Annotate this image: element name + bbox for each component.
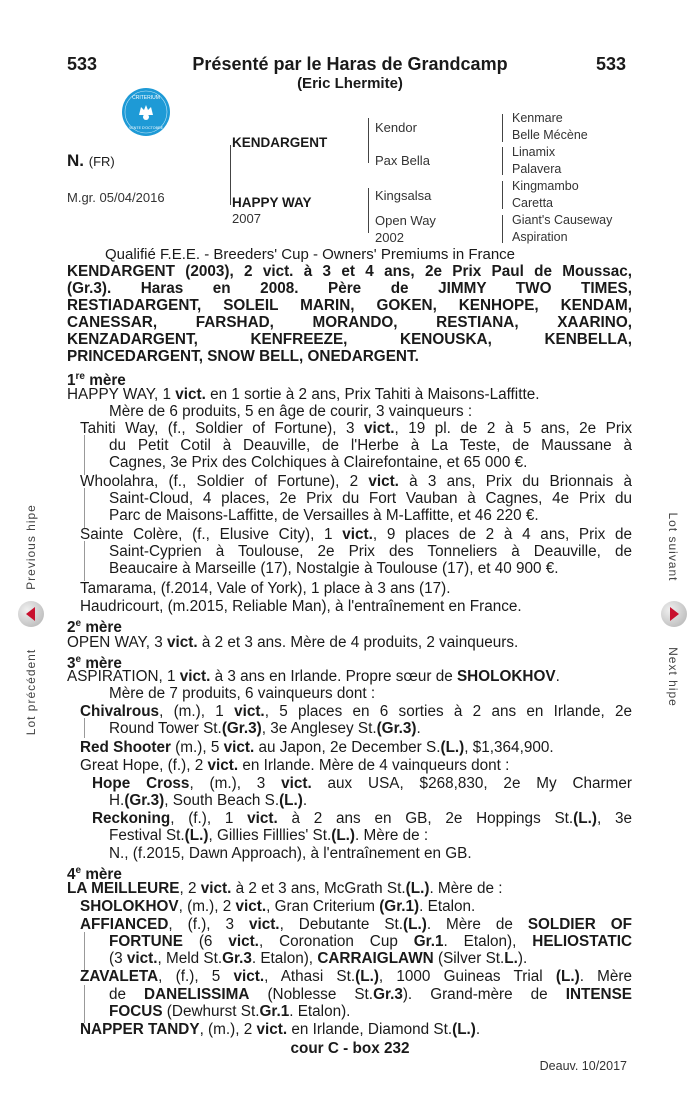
dam4-line-1: LA MEILLEURE, 2 vict. à 2 et 3 ans, McGrath St.(L.). Mère de : [67, 880, 503, 897]
arrow-left-icon [18, 601, 44, 627]
ped-sds: Linamix [512, 145, 556, 159]
dam1-produce-2b: Saint-Cloud, 4 places, 2e Prix du Fort Vauban à Cagnes, 4e Prix du [109, 490, 632, 507]
dam-dam-year: 2002 [375, 230, 404, 245]
dam1-line-1: HAPPY WAY, 1 vict. en 1 sortie à 2 ans, Prix Tahiti à Maisons-Laffitte. [67, 386, 540, 403]
pedigree-bracket-3d [502, 215, 503, 243]
dam-dam: Open Way [375, 213, 436, 228]
dam-sire: Kingsalsa [375, 188, 432, 203]
dam4-zavaleta-2: de DANELISSIMA (Noblesse St.Gr.3). Grand-mère de INTENSE [109, 986, 633, 1003]
dam1-produce-1b: du Petit Cotil à Deauville, de l'Herbe à La Teste, de Maussane à [109, 437, 632, 454]
dam4-affianced-1: AFFIANCED, (f.), 3 vict., Debutante St.(L.). Mère de SOLDIER OF [80, 916, 633, 933]
dam4-zavaleta-3: FOCUS (Dewhurst St.Gr.1. Etalon). [109, 1003, 351, 1020]
dam4-napper-tandy: NAPPER TANDY, (m.), 2 vict. en Irlande, Diamond St.(L.). [80, 1021, 481, 1038]
dam1-produce-3c: Beaucaire à Marseille (17), Nostalgie à Toulouse (17), et 40 900 €. [109, 560, 559, 577]
dam4-heading: 4e mère [67, 865, 122, 884]
sire-line-4: CANESSAR, FARSHAD, MORANDO, RESTIANA, XAARINO, [67, 314, 632, 331]
dam3-child-6: N., (f.2015, Dawn Approach), à l'entraînement en GB. [109, 845, 472, 862]
dam3-child-1a: Chivalrous, (m.), 1 vict., 5 places en 6 sorties à 2 ans en Irlande, 2e [80, 703, 632, 720]
produce-bar-3 [84, 541, 85, 581]
dam3-child-4b: H.(Gr.3), South Beach S.(L.). [109, 792, 308, 809]
ped-ddd: Aspiration [512, 230, 568, 244]
dam1-produce-5: Haudricourt, (m.2015, Reliable Man), à l'entraînement en France. [80, 598, 522, 615]
lot-suivant-label[interactable]: Lot suivant [666, 512, 680, 582]
dam4-affianced-3: (3 vict., Meld St.Gr.3. Etalon), CARRAIGLAWN (Silver St.L.). [109, 950, 528, 967]
lot-number-left: 533 [67, 54, 98, 74]
dam3-line-2: Mère de 7 produits, 6 vainqueurs dont : [109, 685, 376, 702]
dam1-produce-2a: Whoolahra, (f., Soldier of Fortune), 2 vict. à 3 ans, Prix du Brionnais à [80, 473, 632, 490]
pedigree-bracket-2b [368, 188, 369, 233]
ped-dss: Kingmambo [512, 179, 579, 193]
catalog-ref: Deauv. 10/2017 [539, 1059, 627, 1073]
dam1-produce-3b: Saint-Cyprien à Toulouse, 2e Prix des Tonneliers à Deauville, de [109, 543, 632, 560]
sire-line-2: (Gr.3). Haras en 2008. Père de JIMMY TWO TIMES, [67, 280, 632, 297]
ped-sdd: Palavera [512, 162, 562, 176]
dam4-affianced-2: FORTUNE (6 vict., Coronation Cup Gr.1. Etalon), HELIOSTATIC [109, 933, 632, 950]
dam1-line-2: Mère de 6 produits, 5 en âge de courir, 3 vainqueurs : [109, 403, 473, 420]
ped-sss: Kenmare [512, 111, 563, 125]
box-location: cour C - box 232 [290, 1040, 410, 1057]
dam1-produce-3a: Sainte Colère, (f., Elusive City), 1 vict., 9 places de 2 à 4 ans, Prix de [80, 526, 632, 543]
qualification-line: Qualifié F.E.E. - Breeders' Cup - Owners' Premiums in France [105, 246, 516, 263]
sire-name: KENDARGENT [232, 135, 328, 150]
next-lot-nav[interactable] [640, 480, 700, 720]
dam2-heading: 2e mère [67, 618, 122, 637]
horse-sex-dob: M.gr. 05/04/2016 [67, 190, 165, 205]
dam3-heading: 3e mère [67, 654, 122, 673]
badge-top-text: CRITERIUM [132, 95, 160, 101]
dam3-child-5b: Festival St.(L.), Gillies Filllies' St.(L.). Mère de : [109, 827, 429, 844]
dam-name: HAPPY WAY [232, 195, 312, 210]
dam1-produce-4: Tamarama, (f.2014, Vale of York), 1 place à 3 ans (17). [80, 580, 451, 597]
criterium-badge [121, 87, 171, 142]
sire-line-5: KENZADARGENT, KENFREEZE, KENOUSKA, KENBELLA, [67, 331, 632, 348]
dam3-child-1b: Round Tower St.(Gr.3), 3e Anglesey St.(Gr.3). [109, 720, 421, 737]
produce-bar-4 [84, 718, 85, 738]
produce-bar-6 [84, 985, 85, 1023]
dam1-produce-1a: Tahiti Way, (f., Soldier of Fortune), 3 vict., 19 pl. de 2 à 5 ans, 2e Prix [80, 420, 633, 437]
dam4-zavaleta-1: ZAVALETA, (f.), 5 vict., Athasi St.(L.), 1000 Guineas Trial (L.). Mère [80, 968, 632, 985]
dam2-line-1: OPEN WAY, 3 vict. à 2 et 3 ans. Mère de 4 produits, 2 vainqueurs. [67, 634, 519, 651]
dam1-produce-2c: Parc de Maisons-Laffitte, de Versailles à M-Laffitte, et 46 220 €. [109, 507, 539, 524]
produce-bar-1 [84, 435, 85, 475]
dam3-child-2: Red Shooter (m.), 5 vict. au Japon, 2e December S.(L.), $1,364,900. [80, 739, 554, 756]
badge-bottom-text: VENTE D'OCTOBRE [129, 126, 163, 130]
previous-lot-nav[interactable] [0, 480, 60, 760]
ped-ssd: Belle Mécène [512, 128, 588, 142]
next-hipe-label[interactable]: Next hipe [666, 647, 680, 707]
pedigree-bracket-1 [230, 145, 231, 205]
horse-name-value: N. [67, 151, 84, 170]
dam3-child-3: Great Hope, (f.), 2 vict. en Irlande. Mère de 4 vainqueurs dont : [80, 757, 510, 774]
lot-number-right: 533 [596, 54, 627, 74]
produce-bar-5 [84, 932, 85, 970]
produce-bar-2 [84, 488, 85, 528]
ped-dsd: Caretta [512, 196, 553, 210]
sire-line-6: PRINCEDARGENT, SNOW BELL, ONEDARGENT. [67, 348, 419, 365]
pedigree-bracket-3a [502, 114, 503, 142]
dam4-sholokhov: SHOLOKHOV, (m.), 2 vict., Gran Criterium (Gr.1). Etalon. [80, 898, 476, 915]
sire-line-1: KENDARGENT (2003), 2 vict. à 3 et 4 ans, 2e Prix Paul de Moussac, [67, 263, 632, 280]
pedigree-bracket-2a [368, 118, 369, 163]
dam3-line-1: ASPIRATION, 1 vict. à 3 ans en Irlande. Propre sœur de SHOLOKHOV. [67, 668, 560, 685]
consignor-title: Présenté par le Haras de Grandcamp [192, 54, 508, 74]
previous-hipe-label[interactable]: Previous hipe [24, 504, 38, 590]
ped-dds: Giant's Causeway [512, 213, 613, 227]
dam1-heading: 1re mère [67, 371, 126, 390]
dam3-child-5a: Reckoning, (f.), 1 vict. à 2 ans en GB, 2e Hoppings St.(L.), 3e [92, 810, 632, 827]
horse-name [67, 151, 115, 171]
lot-precedent-label[interactable]: Lot précédent [24, 648, 38, 736]
pedigree-bracket-3c [502, 181, 503, 209]
dam1-produce-1c: Cagnes, 3e Prix des Colchiques à Clairefontaine, et 65 000 €. [109, 454, 528, 471]
consignor-subtitle: (Eric Lhermite) [297, 75, 403, 92]
sire-dam: Pax Bella [375, 153, 430, 168]
sire-sire: Kendor [375, 120, 417, 135]
pedigree-bracket-3b [502, 147, 503, 175]
dam-year: 2007 [232, 211, 261, 226]
dam3-child-4a: Hope Cross, (m.), 3 vict. aux USA, $268,830, 2e My Charmer [92, 775, 632, 792]
horse-country: (FR) [88, 154, 115, 169]
previous-lot-button[interactable] [18, 601, 44, 627]
sire-line-3: RESTIADARGENT, SOLEIL MARIN, GOKEN, KENHOPE, KENDAM, [67, 297, 632, 314]
